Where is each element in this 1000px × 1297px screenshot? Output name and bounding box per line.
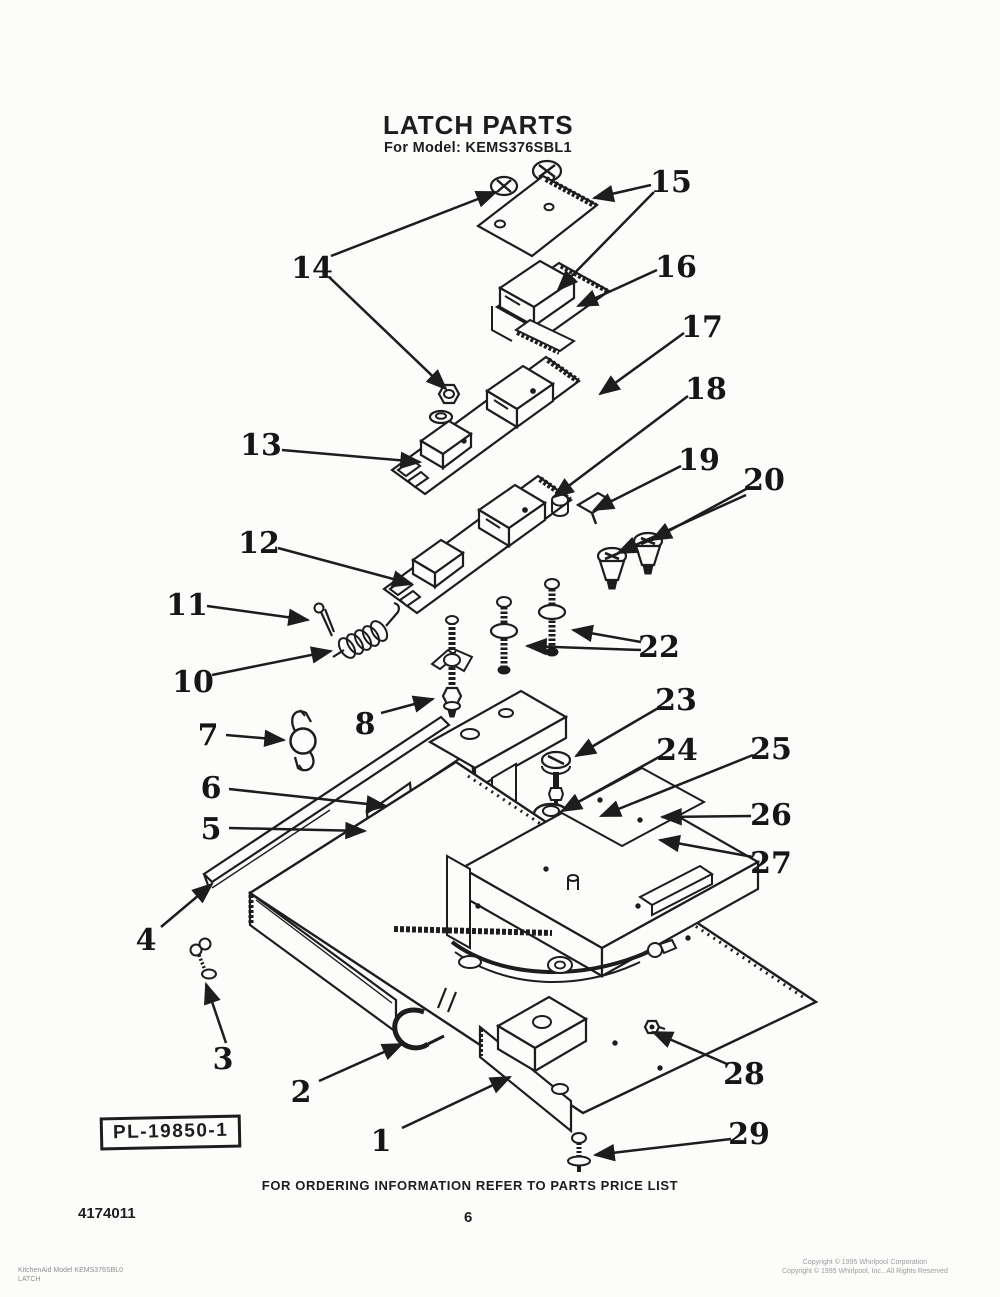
leader-line-22 <box>527 646 641 650</box>
callout-10: 10 <box>172 665 214 700</box>
part-retainer-clip <box>291 710 316 771</box>
leader-line-1 <box>402 1077 510 1128</box>
corner-stamp-right <box>782 1258 948 1276</box>
part-latch-bracket-lower <box>384 476 612 613</box>
callout-18: 18 <box>685 372 727 407</box>
leader-line-10 <box>212 651 331 675</box>
callout-23: 23 <box>655 683 697 718</box>
page-title: LATCH PARTS <box>383 110 574 140</box>
callout-6: 6 <box>200 771 222 806</box>
callout-8: 8 <box>354 707 376 742</box>
callout-27: 27 <box>750 846 792 881</box>
callout-29: 29 <box>728 1117 770 1152</box>
part-mounting-screws <box>491 579 565 674</box>
model-subtitle: For Model: KEMS376SBL1 <box>384 140 572 156</box>
leader-line-14 <box>331 192 496 256</box>
leader-line-18 <box>554 396 688 497</box>
leader-line-17 <box>600 333 684 394</box>
part-screw-keeper <box>432 616 472 717</box>
callout-5: 5 <box>200 812 222 847</box>
corner-left-line2: LATCH <box>18 1276 41 1283</box>
callout-11: 11 <box>166 588 208 623</box>
leader-line-29 <box>595 1139 731 1155</box>
callout-1: 1 <box>370 1124 392 1159</box>
leader-line-26 <box>662 816 751 817</box>
corner-left-line1: KitchenAid Model KEMS376SBL0 <box>18 1267 124 1274</box>
part-latch-bracket-upper <box>392 357 579 494</box>
callout-4: 4 <box>135 923 157 958</box>
corner-stamp-left <box>18 1266 123 1284</box>
part-rubber-feet <box>598 533 662 589</box>
part-cotter-pin <box>315 604 335 637</box>
corner-right-line1: Copyright © 1995 Whirlpool Corporation <box>802 1259 928 1266</box>
leader-line-12 <box>278 548 412 584</box>
part-bottom-screw <box>568 1133 590 1172</box>
leader-line-19 <box>594 466 681 510</box>
callout-7: 7 <box>197 718 219 753</box>
callout-24: 24 <box>656 733 698 768</box>
callout-16: 16 <box>655 250 697 285</box>
callout-13: 13 <box>240 428 282 463</box>
callout-17: 17 <box>681 310 723 345</box>
callout-22: 22 <box>638 630 680 665</box>
page-number: 6 <box>464 1209 473 1226</box>
leader-line-8 <box>381 699 433 713</box>
callout-26: 26 <box>750 798 792 833</box>
leader-line-6 <box>229 789 386 806</box>
leader-line-23 <box>576 707 660 756</box>
leader-line-15 <box>594 185 651 198</box>
part-shoulder-screw <box>542 752 570 811</box>
callout-3: 3 <box>212 1042 234 1077</box>
callout-14: 14 <box>291 251 333 286</box>
leader-line-13 <box>282 450 420 462</box>
corner-right-line2: Copyright © 1995 Whirlpool, Inc., All Rights Reserved <box>782 1268 948 1275</box>
callout-2: 2 <box>290 1075 312 1110</box>
part-hex-nut <box>439 385 459 403</box>
leader-line-2 <box>319 1044 402 1081</box>
callout-12: 12 <box>238 526 280 561</box>
doc-number: 4174011 <box>78 1205 136 1222</box>
callout-28: 28 <box>723 1057 765 1092</box>
callout-25: 25 <box>750 732 792 767</box>
part-door-switch <box>492 261 609 353</box>
footer-note: FOR ORDERING INFORMATION REFER TO PARTS PRICE LIST <box>261 1178 679 1193</box>
leader-line-14 <box>329 277 446 389</box>
leader-line-7 <box>226 735 284 740</box>
callout-20: 20 <box>743 463 785 498</box>
leader-line-4 <box>161 884 212 927</box>
plate-id-box: PL-19850-1 <box>100 1115 242 1151</box>
callout-15: 15 <box>650 165 692 200</box>
part-small-screw <box>191 939 217 979</box>
leader-line-5 <box>229 828 365 831</box>
leader-line-20 <box>618 495 746 553</box>
part-spring <box>333 603 399 661</box>
leader-line-3 <box>206 984 226 1043</box>
callout-19: 19 <box>678 443 720 478</box>
leader-line-22 <box>573 630 641 642</box>
leader-line-11 <box>207 606 308 620</box>
